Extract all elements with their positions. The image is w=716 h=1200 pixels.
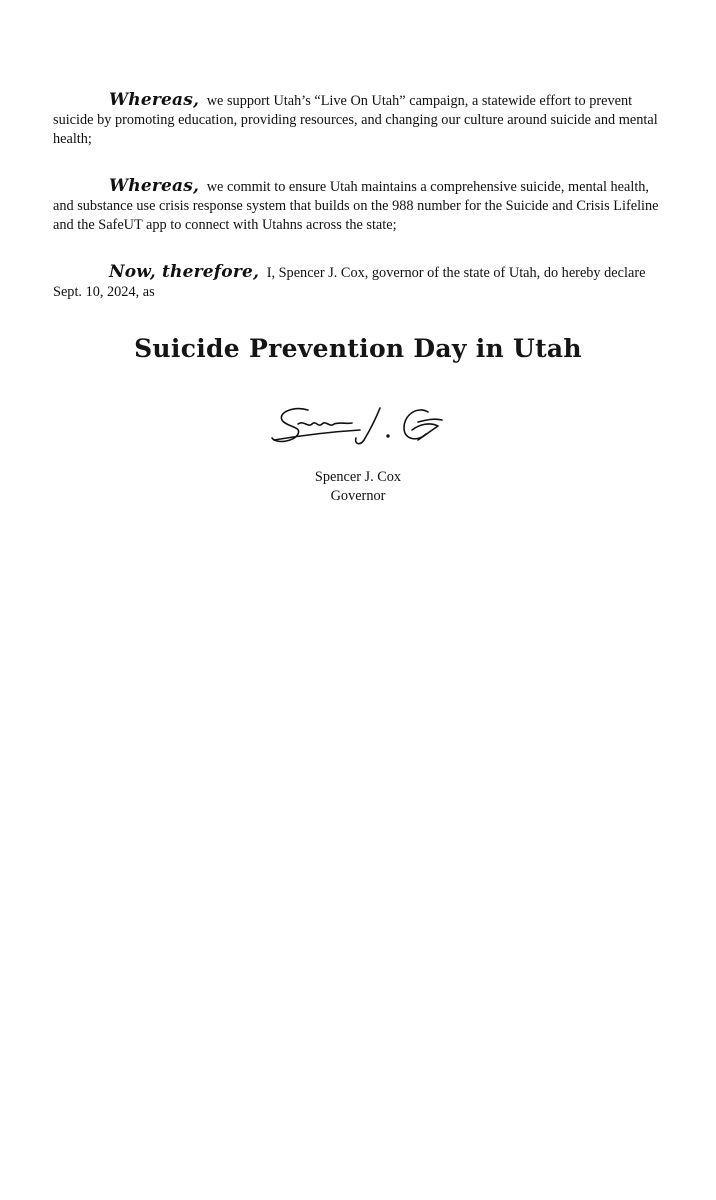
signer-name: Spencer J. Cox [314, 469, 402, 485]
declaration-title: Suicide Prevention Day in Utah [134, 334, 582, 363]
signer-title: Governor [330, 488, 386, 504]
paragraph-lead: Now, therefore, [109, 262, 260, 282]
paragraph-text: we commit to ensure Utah maintains a comprehensive suicide, mental health, and substance use crisis response system that builds on the 988 number for the Suicide and Crisis Lifeline and the SafeUT app to connect with Utahns across the state; [53, 179, 659, 233]
paragraph-text: I, Spencer J. Cox, governor of the state of Utah, do hereby declare Sept. 10, 2024, as [53, 265, 646, 300]
paragraph-lead: Whereas, [109, 90, 200, 110]
whereas-paragraph-2 [53, 177, 659, 235]
whereas-paragraph-1 [53, 91, 659, 149]
paragraph-text: we support Utah’s “Live On Utah” campaign, a statewide effort to prevent suicide by promoting education, providing resources, and changing our culture around suicide and mental health; [53, 93, 658, 147]
handwritten-signature-icon [268, 402, 448, 454]
proclamation-body [53, 91, 659, 330]
declaration-paragraph [53, 263, 659, 302]
paragraph-lead: Whereas, [109, 176, 200, 196]
